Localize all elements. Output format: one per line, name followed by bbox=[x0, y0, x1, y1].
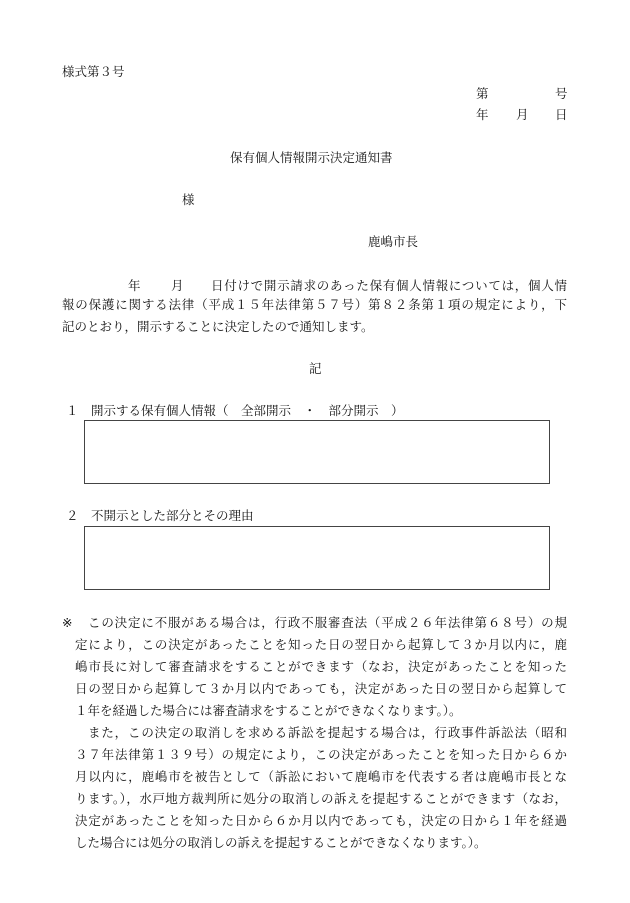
date-month: 月 bbox=[516, 107, 529, 122]
ki-heading: 記 bbox=[309, 361, 322, 376]
intro-year: 年 bbox=[128, 278, 141, 293]
intro-paragraph bbox=[62, 294, 567, 338]
date-year: 年 bbox=[476, 107, 489, 122]
note-mark: ※ bbox=[62, 615, 73, 630]
intro-line-3: 記のとおり，開示することに決定したので通知します。 bbox=[62, 319, 374, 334]
date-day: 日 bbox=[555, 107, 568, 122]
section-2-label: ２ 不開示とした部分とその理由 bbox=[66, 508, 254, 523]
intro-line-1: 日付けで開示請求のあった保有個人情報については，個人情 bbox=[211, 278, 567, 293]
note-paragraph-1: 定により，この決定があったことを知った日の翌日から起算して３か月以内に，鹿 嶋市長に対して審査請求をすることができます（なお，決定があったことを知った 日の翌日から起算して３か月以内であっても，決定があった日の翌日から起算して １年を経過した場合には審査請求をすることができなくなります。）。 bbox=[75, 637, 567, 718]
note-paragraph-2: また，この決定の取消しを求める訴訟を提起する場合は，行政事件訴訟法（昭和 ３７年法律第１３９号）の規定により，この決定があったことを知った日から６か 月以内に，鹿嶋市を被告として（訴訟において鹿嶋市を代表する者は鹿嶋市長とな ります。），水戸地方裁判所に処分の取消しの訴えを提起することができます（なお， 決定があったことを知った日から６か月以内であっても，決定の日から１年を経過 した場合には処分の取消しの訴えを提起することができなくなります。）。 bbox=[75, 725, 567, 850]
section-2-input-box[interactable] bbox=[84, 526, 550, 590]
section-1-label: １ 開示する保有個人情報（ 全部開示 ・ 部分開示 ） bbox=[66, 403, 404, 418]
addressee-suffix: 様 bbox=[182, 192, 195, 207]
document-title: 保有個人情報開示決定通知書 bbox=[230, 150, 393, 165]
document-number-suffix: 号 bbox=[555, 86, 568, 101]
note-first-line: この決定に不服がある場合は，行政不服審査法（平成２６年法律第６８号）の規 bbox=[88, 615, 567, 630]
form-number: 様式第３号 bbox=[62, 64, 125, 79]
intro-line-2: 報の保護に関する法律（平成１５年法律第５７号）第８２条第１項の規定により，下 bbox=[62, 297, 567, 312]
sender-name: 鹿嶋市長 bbox=[368, 234, 419, 249]
document-number-prefix: 第 bbox=[476, 86, 489, 101]
section-1-input-box[interactable] bbox=[84, 420, 550, 484]
intro-month: 月 bbox=[171, 278, 184, 293]
